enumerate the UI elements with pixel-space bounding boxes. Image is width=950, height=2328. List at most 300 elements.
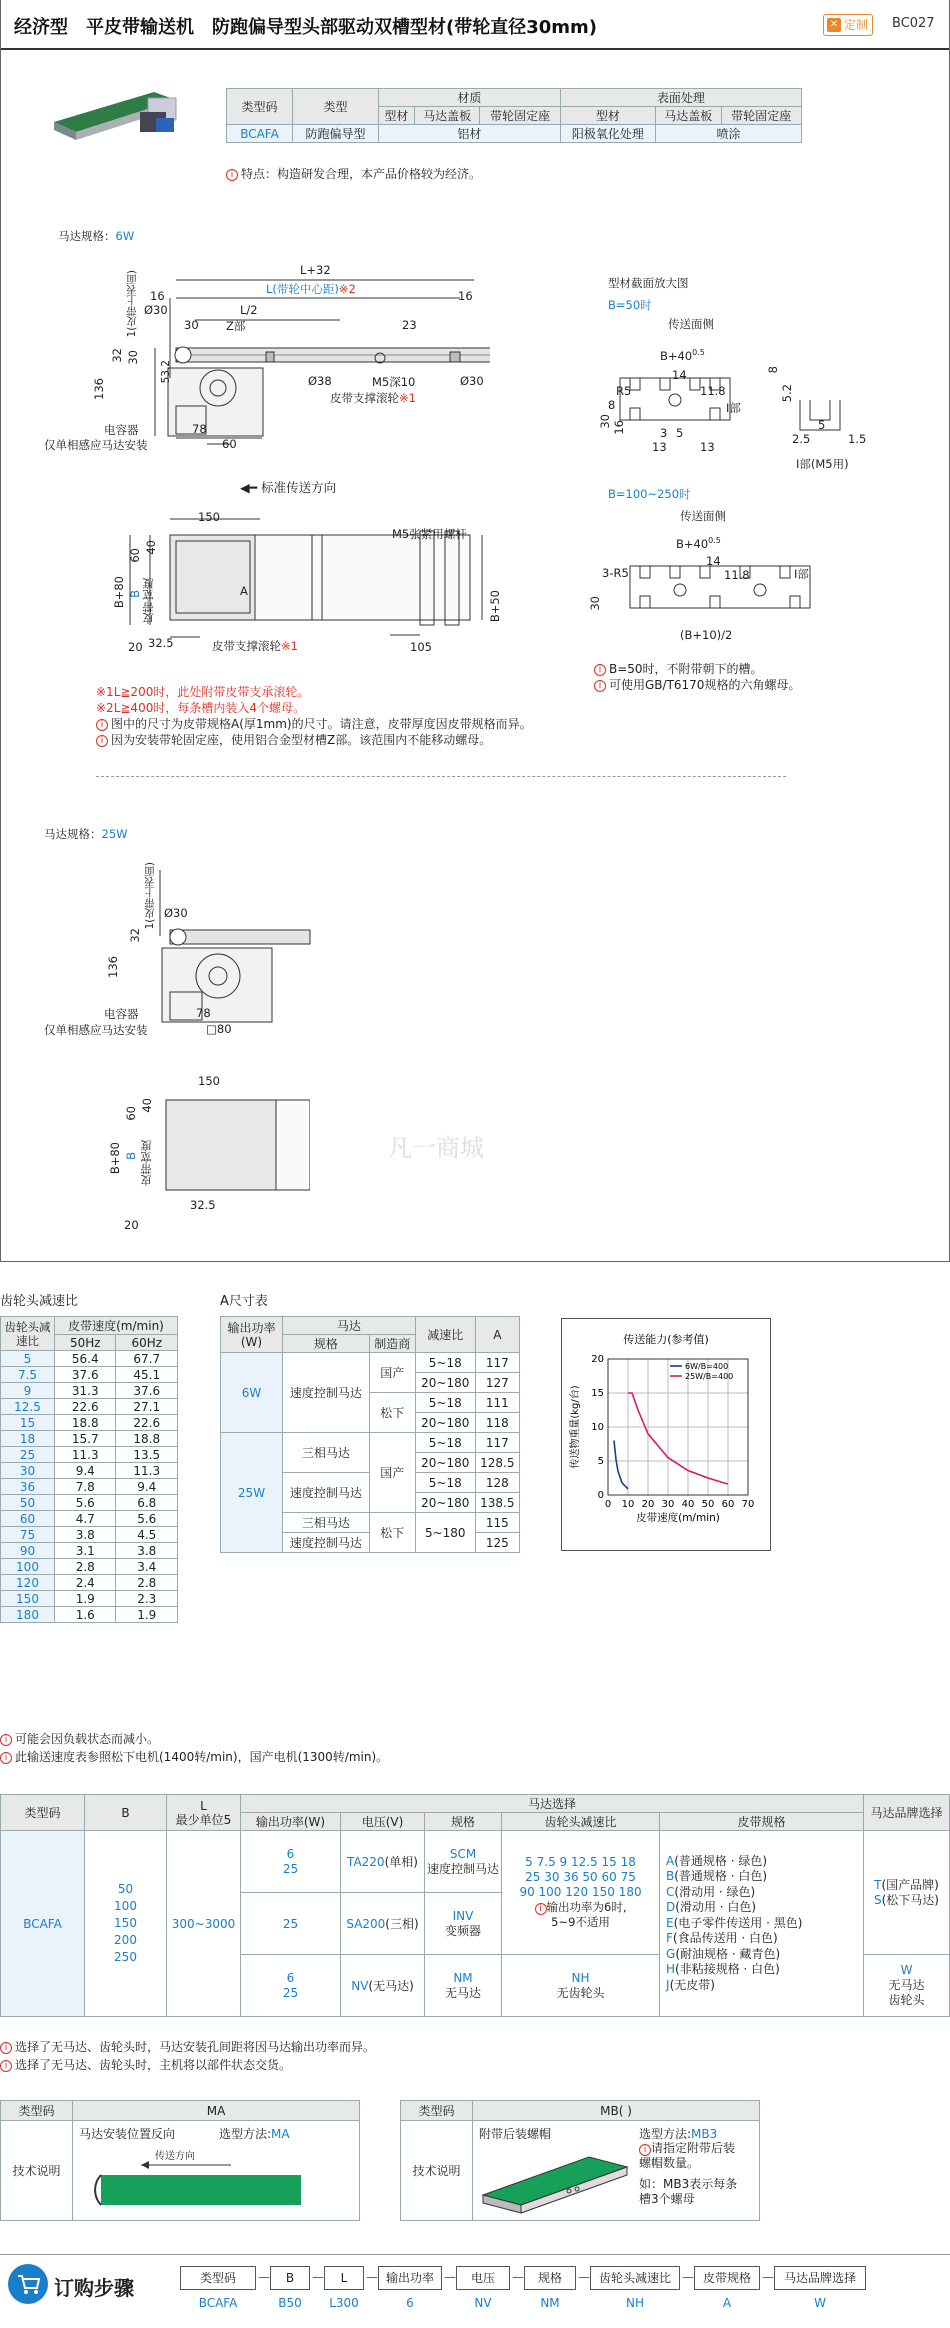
th-mb-code: 类型码	[401, 2101, 473, 2121]
th-sub: 带轮固定座	[721, 107, 801, 125]
belt-item: C(滑动用 · 绿色)	[666, 1884, 756, 1899]
ratio-table	[0, 1316, 178, 1623]
step-label: 皮带规格	[694, 2266, 760, 2290]
ma-diagram	[81, 2157, 301, 2217]
note-gb: i 可使用GB/T6170规格的六角螺母。	[594, 676, 800, 693]
ratio-cell: 60	[1, 1511, 55, 1527]
td-surface-other: 喷涂	[656, 125, 802, 143]
ratio-cell: 180	[1, 1607, 55, 1623]
dim-belt-roller2: 皮带支撑滚轮※1	[212, 639, 298, 653]
speed-cell: 2.3	[116, 1591, 178, 1607]
dim-13b: 13	[700, 440, 715, 454]
motor-6w-label: 马达规格：6W	[58, 229, 135, 243]
dim-78b: 78	[196, 1006, 211, 1020]
speed-cell: 3.1	[55, 1543, 116, 1559]
td-order-l: 300~3000	[167, 1831, 241, 2017]
chart-xtick: 0	[604, 1499, 612, 1510]
dim-30s: 30	[598, 414, 612, 429]
product-code: BC027	[892, 16, 935, 31]
td-ma-label: 技术说明	[1, 2121, 73, 2221]
td-ratio: 20~180	[415, 1413, 475, 1433]
label-belt-width2: 皮带宽度	[139, 1140, 153, 1186]
td-ratio: 20~180	[415, 1373, 475, 1393]
th-voltage: 电压(V)	[341, 1813, 425, 1831]
td-spec1: SCM 速度控制马达	[425, 1831, 502, 1893]
page-title: 经济型 平皮带输送机 防跑偏导型头部驱动双槽型材(带轮直径30mm)	[14, 17, 598, 38]
td-25w: 25W	[221, 1433, 283, 1553]
info-icon: i	[0, 1734, 12, 1746]
chart-xtick: 50	[701, 1499, 715, 1510]
dim-b80: B+80	[112, 576, 126, 609]
th-maker: 制造商	[369, 1335, 415, 1353]
dim-30: 30	[184, 318, 199, 332]
dim-14: 14	[672, 368, 687, 382]
dim-78: 78	[192, 422, 207, 436]
dim-z: Z部	[226, 319, 246, 333]
table-row	[1, 1463, 178, 1479]
belt-item: G(耐油规格 · 藏青色)	[666, 1946, 781, 1961]
dim-3r5: 3-R5	[602, 566, 629, 580]
step-value: NV	[474, 2296, 492, 2310]
td-spec2: INV 变频器	[425, 1893, 502, 1955]
table-row	[1, 1415, 178, 1431]
step-value: 6	[406, 2296, 414, 2310]
th-spec: 规格	[283, 1335, 370, 1353]
speed-cell: 5.6	[116, 1511, 178, 1527]
speed-cell: 2.4	[55, 1575, 116, 1591]
th-type: 类型	[293, 89, 379, 125]
speed-cell: 9.4	[55, 1463, 116, 1479]
note-2: ※2L≧400时，每条槽内装入4个螺母。	[96, 701, 305, 715]
top-view-25w	[150, 1090, 310, 1210]
step-label: 齿轮头减速比	[590, 2266, 680, 2290]
a-table-title: A尺寸表	[220, 1294, 268, 1309]
ratio-cell: 25	[1, 1447, 55, 1463]
td-volt1: TA220(单相)	[341, 1831, 425, 1893]
belt-item: E(电子零件传送用 · 黑色)	[666, 1915, 803, 1930]
option-ma-table	[0, 2100, 360, 2221]
chart-xtick: 40	[681, 1499, 695, 1510]
info-icon: i	[226, 169, 238, 181]
mb-example: 如：MB3表示每条 槽3个螺母	[639, 2177, 738, 2206]
step-label: L	[324, 2266, 364, 2290]
th-belt: 皮带规格	[660, 1813, 864, 1831]
direction-label: ◀━ 标准传送方向	[240, 480, 337, 495]
td-ratio: 20~180	[415, 1453, 475, 1473]
chart-xlabel: 皮带速度(m/min)	[636, 1512, 720, 1524]
th-type-code: 类型码	[227, 89, 293, 125]
speed-cell: 5.6	[55, 1495, 116, 1511]
td-ratio: 5~18	[415, 1433, 475, 1453]
td-a: 117	[475, 1433, 519, 1453]
td-material: 铝材	[379, 125, 561, 143]
capacity-chart-svg	[562, 1319, 770, 1550]
table-row	[1, 1527, 178, 1543]
td-domestic: 国产	[369, 1433, 415, 1513]
table-row	[1, 1607, 178, 1623]
ratio-cell: 5	[1, 1351, 55, 1367]
chart-ytick: 10	[591, 1422, 604, 1433]
dim-150b: 150	[198, 1074, 220, 1088]
dim-325b: 32.5	[190, 1198, 216, 1212]
dim-8: 8	[608, 398, 616, 412]
td-6w: 6W	[221, 1353, 283, 1433]
dim-150: 150	[198, 510, 220, 524]
steps-divider	[0, 2254, 950, 2255]
speed-cell: 3.4	[116, 1559, 178, 1575]
chart-ylabel: 传送物重量(kg/台)	[570, 1385, 581, 1469]
th-sub: 型材	[379, 107, 415, 125]
dim-23: 23	[402, 318, 417, 332]
th-brand: 马达品牌选择	[864, 1795, 950, 1831]
td-brand-w: W 无马达 齿轮头	[864, 1955, 950, 2017]
speed-cell: 15.7	[55, 1431, 116, 1447]
td-speed-motor: 速度控制马达	[283, 1533, 370, 1553]
dim-phi38: Ø38	[308, 374, 332, 388]
th-speed: 皮带速度(m/min)	[55, 1317, 178, 1335]
step-separator: —	[512, 2270, 524, 2284]
section-title: 型材截面放大图	[608, 276, 689, 290]
ratio-cell: 30	[1, 1463, 55, 1479]
speed-cell: 31.3	[55, 1383, 116, 1399]
speed-cell: 6.8	[116, 1495, 178, 1511]
th-mb-name: MB( )	[473, 2101, 760, 2121]
td-type: 防跑偏导型	[293, 125, 379, 143]
dim-136: 136	[92, 378, 106, 400]
section-b40: $B+40^{0.5}$	[660, 348, 705, 363]
td-belt	[660, 1831, 864, 2017]
th-sub: 马达盖板	[414, 107, 480, 125]
td-gear3: NH 无齿轮头	[502, 1955, 660, 2017]
td-a: 138.5	[475, 1493, 519, 1513]
section-conveying-face: 传送面侧	[668, 317, 714, 331]
td-mb-desc	[473, 2121, 760, 2221]
td-type-code: BCAFA	[227, 125, 293, 143]
ma-method: 选型方法:MA	[219, 2127, 290, 2141]
step-value: W	[814, 2296, 826, 2310]
square-icon: □	[206, 1022, 217, 1036]
td-ratio: 5~180	[415, 1513, 475, 1553]
table-row	[1, 1447, 178, 1463]
mb-diagram	[479, 2143, 639, 2221]
speed-cell: 11.3	[55, 1447, 116, 1463]
dim-14b: 14	[706, 554, 721, 568]
th-a: A	[475, 1317, 519, 1353]
table-row	[1, 1399, 178, 1415]
note-order-1: i 选择了无马达、齿轮头时，马达安装孔间距将因马达输出功率而异。	[0, 2038, 375, 2055]
belt-item: D(滑动用 · 白色)	[666, 1900, 757, 1915]
td-ratio: 5~18	[415, 1393, 475, 1413]
section-b40b: $B+40^{0.5}$	[676, 536, 721, 551]
dim-phi30b: Ø30	[460, 374, 484, 388]
td-gear: 5 7.5 9 12.5 15 18 25 30 36 50 60 75 90 100 120 150 180 i 输出功率为6时, 5~9不适用	[502, 1831, 660, 1955]
table-row	[1, 1431, 178, 1447]
note-order-2: i 选择了无马达、齿轮头时，主机将以部件状态交货。	[0, 2056, 291, 2073]
ma-desc: 马达安装位置反向	[79, 2127, 176, 2141]
option-mb-table	[400, 2100, 760, 2221]
dim-16s: 16	[612, 420, 626, 435]
dim-30v: 30	[126, 350, 140, 365]
speed-cell: 11.3	[116, 1463, 178, 1479]
section-conveying-face2: 传送面侧	[680, 509, 726, 523]
label-capacitor2: 电容器	[104, 1007, 139, 1021]
step-value: NH	[626, 2296, 644, 2310]
dim-32b: 32	[128, 928, 142, 943]
belt-item: B(普通规格 · 白色)	[666, 1869, 768, 1884]
td-volt2: SA200(三相)	[341, 1893, 425, 1955]
step-value: B50	[278, 2296, 302, 2310]
chart-xtick: 70	[741, 1499, 755, 1510]
td-order-type: BCAFA	[1, 1831, 85, 2017]
chart-xtick: 10	[621, 1499, 635, 1510]
step-label: 马达品牌选择	[774, 2266, 866, 2290]
step-label: B	[270, 2266, 310, 2290]
th-order-spec: 规格	[425, 1813, 502, 1831]
dim-b50: B+50	[488, 590, 502, 623]
step-label: 电压	[456, 2266, 510, 2290]
dim-40b: 40	[140, 1098, 154, 1113]
speed-cell: 18.8	[55, 1415, 116, 1431]
dim-60: 60	[222, 437, 237, 451]
table-row	[1, 1511, 178, 1527]
dim-1-belt2: 1(皮带上表面)	[144, 862, 156, 930]
table-row	[1, 1479, 178, 1495]
chart-series-line	[628, 1393, 728, 1484]
dim-5b: 5	[818, 418, 826, 432]
info-icon: i	[535, 1903, 547, 1915]
info-icon: i	[0, 2060, 12, 2072]
label-sensor: 仅单相感应马达安装	[44, 438, 148, 452]
chart-ytick: 15	[591, 1388, 604, 1399]
th-sub: 型材	[560, 107, 655, 125]
td-ratio: 5~18	[415, 1353, 475, 1373]
speed-cell: 4.5	[116, 1527, 178, 1543]
speed-cell: 7.8	[55, 1479, 116, 1495]
speed-cell: 67.7	[116, 1351, 178, 1367]
td-a: 111	[475, 1393, 519, 1413]
step-separator: —	[444, 2270, 456, 2284]
dim-l-center: L(带轮中心距)※2	[266, 282, 356, 296]
ratio-cell: 100	[1, 1559, 55, 1575]
dim-80: □80	[206, 1022, 232, 1036]
td-brand-ts: T(国产品牌) S(松下马达)	[864, 1831, 950, 1955]
speed-cell: 37.6	[116, 1383, 178, 1399]
td-ratio: 5~18	[415, 1473, 475, 1493]
label-part-i-m5: I部(M5用)	[796, 457, 849, 471]
speed-cell: 13.5	[116, 1447, 178, 1463]
td-order-b: 50 100 150 200 250	[85, 1831, 167, 2017]
th-power-w: 输出功率(W)	[241, 1813, 341, 1831]
th-order-type: 类型码	[1, 1795, 85, 1831]
chart-legend-entry: 6W/B=400	[685, 1362, 729, 1371]
dim-60b: 60	[124, 1106, 138, 1121]
custom-badge-label: 定制	[844, 18, 869, 32]
dim-b: B	[128, 590, 142, 598]
speed-cell: 18.8	[116, 1431, 178, 1447]
speed-cell: 2.8	[116, 1575, 178, 1591]
chart-ytick: 20	[591, 1354, 604, 1365]
td-a: 128	[475, 1473, 519, 1493]
ratio-cell: 150	[1, 1591, 55, 1607]
dim-5: 5	[676, 426, 684, 440]
dim-53: 53.2	[160, 360, 172, 384]
dim-phi30c: Ø30	[164, 906, 188, 920]
speed-cell: 1.6	[55, 1607, 116, 1623]
th-surface: 表面处理	[560, 89, 801, 107]
info-icon: i	[639, 2144, 651, 2156]
section-b100: B=100~250时	[608, 487, 691, 501]
step-separator: —	[578, 2270, 590, 2284]
belt-item: J(无皮带)	[666, 1977, 715, 1992]
note-1: ※1L≧200时，此处附带皮带支承滚轮。	[96, 685, 310, 699]
dim-13a: 13	[652, 440, 667, 454]
speed-cell: 3.8	[116, 1543, 178, 1559]
td-a: 125	[475, 1533, 519, 1553]
ratio-cell: 12.5	[1, 1399, 55, 1415]
chart-ytick: 5	[597, 1456, 604, 1467]
dim-105: 105	[410, 640, 432, 654]
dim-20b: 20	[124, 1218, 139, 1232]
th-sub: 带轮固定座	[480, 107, 560, 125]
label-capacitor: 电容器	[104, 423, 139, 437]
td-panasonic: 松下	[369, 1513, 415, 1553]
a-table	[220, 1316, 520, 1553]
step-label: 输出功率	[378, 2266, 442, 2290]
steps-title: 订购步骤	[54, 2276, 134, 2300]
td-ratio: 20~180	[415, 1493, 475, 1513]
dim-m5: M5深10	[372, 375, 416, 389]
td-a: 127	[475, 1373, 519, 1393]
dim-118: 11.8	[700, 384, 726, 398]
table-row	[1, 1543, 178, 1559]
td-mb-label: 技术说明	[401, 2121, 473, 2221]
dim-40v: 40	[144, 540, 158, 555]
info-icon: i	[96, 735, 108, 747]
arrow-left-icon: ◀━	[240, 480, 262, 495]
speed-cell: 45.1	[116, 1367, 178, 1383]
step-separator: —	[682, 2270, 694, 2284]
dim-b10-2: (B+10)/2	[680, 628, 733, 642]
divider	[96, 776, 786, 777]
label-part-i: I部	[726, 401, 741, 415]
th-60hz: 60Hz	[116, 1335, 178, 1351]
td-speed-motor: 速度控制马达	[283, 1473, 370, 1513]
ratio-title: 齿轮头减速比	[0, 1294, 79, 1309]
label-belt-width: 皮带宽度	[141, 578, 155, 624]
chart-series-line	[614, 1441, 628, 1489]
info-icon: i	[594, 664, 606, 676]
th-gear: 齿轮头减速比	[502, 1813, 660, 1831]
chart-title: 传送能力(参考值)	[623, 1333, 709, 1346]
dim-20: 20	[128, 640, 143, 654]
label-m5-tension: M5张紧用螺杆	[392, 527, 467, 541]
chart-xtick: 30	[661, 1499, 675, 1510]
th-order-b: B	[85, 1795, 167, 1831]
td-ma-desc	[73, 2121, 360, 2221]
belt-item: A(普通规格 · 绿色)	[666, 1853, 768, 1868]
ma-direction: 传送方向	[155, 2151, 195, 2162]
feature-note: i 特点：构造研发合理，本产品价格较为经济。	[226, 165, 481, 182]
ratio-cell: 18	[1, 1431, 55, 1447]
td-panasonic: 松下	[369, 1393, 415, 1433]
step-separator: —	[762, 2270, 774, 2284]
chart-xtick: 20	[641, 1499, 655, 1510]
chart-ytick: 0	[597, 1490, 604, 1501]
th-ratio: 齿轮头减速比	[1, 1317, 55, 1351]
dim-1-belt: 1(皮带上表面)	[126, 270, 138, 338]
step-value: L300	[329, 2296, 359, 2310]
dim-30s2: 30	[588, 596, 602, 611]
speed-cell: 27.1	[116, 1399, 178, 1415]
dim-25: 2.5	[792, 432, 811, 446]
td-spec3: NM 无马达	[425, 1955, 502, 2017]
th-50hz: 50Hz	[55, 1335, 116, 1351]
capacity-chart	[561, 1318, 771, 1551]
label-sensor2: 仅单相感应马达安装	[44, 1023, 148, 1037]
dim-a: A	[240, 584, 248, 598]
th-sub: 马达盖板	[656, 107, 722, 125]
td-surface-profile: 阳极氧化处理	[560, 125, 655, 143]
dim-belt-roller: 皮带支撑滚轮※1	[330, 391, 416, 405]
dim-3: 3	[660, 426, 668, 440]
step-value: A	[722, 2296, 732, 2310]
ratio-cell: 120	[1, 1575, 55, 1591]
dim-r5: R5	[616, 384, 632, 398]
ratio-cell: 9	[1, 1383, 55, 1399]
speed-cell: 2.8	[55, 1559, 116, 1575]
mb-note: i 请指定附带后装 螺帽数量。	[639, 2141, 736, 2170]
custom-icon: ✕	[827, 18, 841, 32]
td-speed-motor: 速度控制马达	[283, 1353, 370, 1433]
dim-16a: 16	[150, 289, 165, 303]
td-volt3: NV(无马达)	[341, 1955, 425, 2017]
cart-icon	[8, 2264, 48, 2304]
ratio-cell: 36	[1, 1479, 55, 1495]
th-ma-code: 类型码	[1, 2101, 73, 2121]
step-value: BCAFA	[198, 2296, 238, 2310]
dim-60v: 60	[128, 548, 142, 563]
td-a: 117	[475, 1353, 519, 1373]
td-domestic: 国产	[369, 1353, 415, 1393]
td-a: 118	[475, 1413, 519, 1433]
note-mid-2: i 此输送速度表参照松下电机(1400转/min)，国产电机(1300转/min)。	[0, 1748, 388, 1765]
dim-15: 1.5	[848, 432, 867, 446]
td-power1: 6 25	[241, 1831, 341, 1893]
th-ma-name: MA	[73, 2101, 360, 2121]
step-separator: —	[258, 2270, 270, 2284]
th-motor-select: 马达选择	[241, 1795, 864, 1813]
dim-b80b: B+80	[108, 1142, 122, 1175]
ratio-cell: 50	[1, 1495, 55, 1511]
table-row	[1, 1383, 178, 1399]
table-row	[1, 1591, 178, 1607]
th-motor: 马达	[283, 1317, 416, 1335]
belt-item: F(食品传送用 · 白色)	[666, 1931, 778, 1946]
ratio-cell: 90	[1, 1543, 55, 1559]
table-row	[1, 1575, 178, 1591]
dim-16b: 16	[458, 289, 473, 303]
speed-cell: 3.8	[55, 1527, 116, 1543]
info-icon: i	[96, 719, 108, 731]
table-row	[1, 1367, 178, 1383]
speed-cell: 56.4	[55, 1351, 116, 1367]
side-view-25w	[100, 860, 320, 1030]
mb-method: 选型方法:MB3	[639, 2127, 718, 2141]
dim-136b: 136	[106, 956, 120, 978]
step-separator: —	[366, 2270, 378, 2284]
info-icon: i	[594, 680, 606, 692]
th-material: 材质	[379, 89, 561, 107]
